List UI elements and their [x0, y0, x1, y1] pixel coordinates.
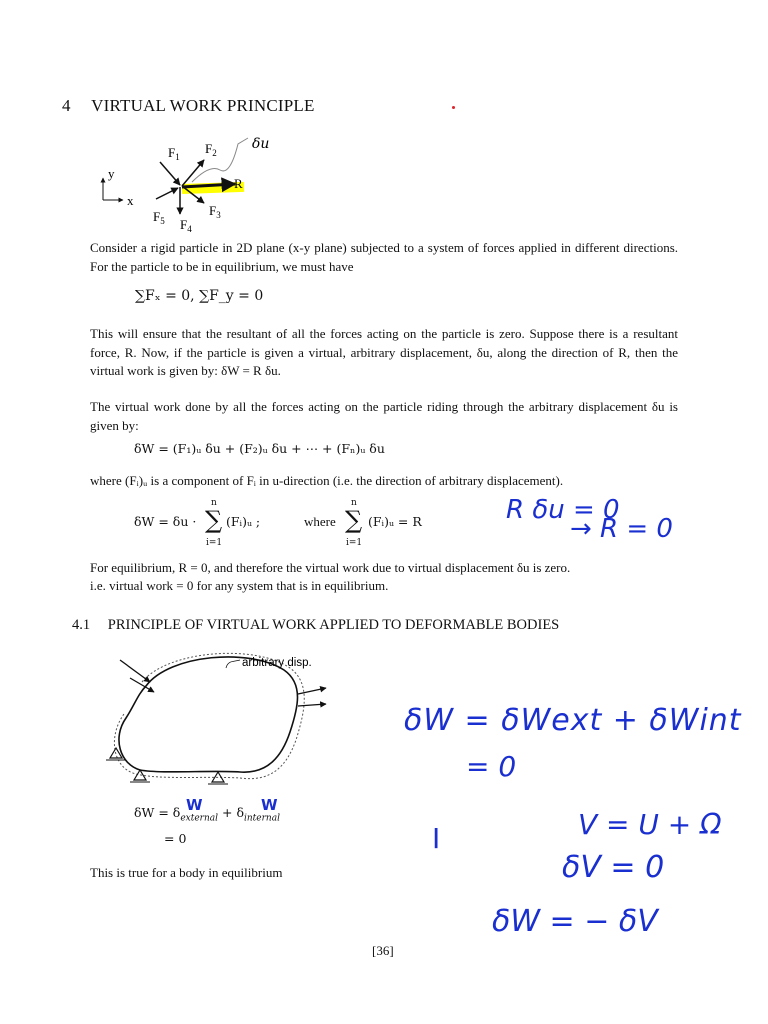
eq-def-lhs: δW = δ	[134, 805, 181, 820]
handwritten-r-du: R δu = 0	[506, 495, 620, 525]
force-diagram	[92, 132, 282, 240]
handwritten-i: I	[432, 822, 441, 855]
page-number: [36]	[372, 943, 394, 958]
handwritten-r-zero: → R = 0	[570, 514, 673, 544]
arbitrary-disp-label: arbitrary disp.	[242, 657, 312, 669]
handwritten-w-2: W	[261, 796, 278, 814]
handwritten-equals-zero: = 0	[466, 750, 517, 783]
sum-term: (Fᵢ)ᵤ ;	[226, 514, 261, 529]
sum2-upper-limit: n	[351, 498, 357, 508]
subsection-heading	[72, 617, 559, 634]
resultant-label: R	[234, 176, 243, 191]
f4-label: $F_4$	[180, 217, 192, 234]
f5-label: $F_5$	[153, 209, 165, 226]
component-definition: where (Fᵢ)ᵤ is a component of Fᵢ in u-direction (i.e. the direction of arbitrary displacement).	[90, 473, 564, 488]
paragraph-resultant: This will ensure that the resultant of all the forces acting on the particle is zero. Suppose there is a resultant force, R. Now, if the particle is given a virtual, arbitrary displacement, δu, along the direction of R, then the virtual work is given by: δW = R δu.	[90, 326, 678, 378]
eq-def-plus: + δ	[222, 805, 244, 820]
where-word: where	[304, 514, 336, 529]
f3-label: $F_3$	[209, 203, 221, 220]
summation-equation	[134, 498, 454, 550]
sigma-symbol: ∑	[205, 506, 223, 534]
section-heading	[62, 96, 315, 116]
handwritten-dw-split: δW = δWext + δWint	[404, 703, 742, 738]
paragraph-virtual-work: The virtual work done by all the forces acting on the particle riding through the arbitrary displacement δu is given by:	[90, 399, 678, 433]
red-dot-mark	[452, 106, 455, 109]
load-arrow-4	[298, 704, 326, 706]
deformable-body-figure	[90, 648, 336, 796]
deformed-outline	[114, 653, 304, 778]
sum-upper-limit: n	[211, 498, 217, 508]
load-arrow-1	[120, 660, 150, 682]
eq-external-sub: external	[180, 813, 219, 824]
sum-rhs: (Fᵢ)ᵤ = R	[368, 514, 422, 529]
subsection-number: 4.1	[72, 617, 91, 633]
work-sum-equation: δW = (F₁)ᵤ δu + (F₂)ᵤ δu + ⋯ + (Fₙ)ᵤ δu	[134, 441, 385, 456]
handwritten-dw-minus-dv: δW = − δV	[492, 904, 658, 939]
equilibrium-note: i.e. virtual work = 0 for any system that is in equilibrium.	[90, 578, 389, 593]
section-number: 4	[62, 96, 71, 115]
subsection-title: PRINCIPLE OF VIRTUAL WORK APPLIED TO DEFORMABLE BODIES	[107, 617, 560, 633]
closing-sentence: This is true for a body in equilibrium	[90, 865, 283, 880]
paragraph-intro: Consider a rigid particle in 2D plane (x-y plane) subjected to a system of forces applied in different directions. For the particle to be in equilibrium, we must have	[90, 240, 678, 274]
handwritten-w-1: W	[186, 796, 203, 814]
f5-arrow	[156, 188, 178, 199]
deformable-zero: = 0	[164, 831, 187, 846]
sum2-lower-limit: i=1	[346, 538, 363, 548]
equilibrium-equation: ∑Fₓ = 0, ∑F_y = 0	[135, 288, 264, 304]
equilibrium-conclusion: For equilibrium, R = 0, and therefore the virtual work due to virtual displacement δu is zero.	[90, 560, 571, 575]
f2-label: $F_2$	[205, 141, 217, 158]
delta-u-label: δu	[252, 136, 270, 152]
f1-arrow	[160, 162, 180, 185]
axis-y-label: y	[108, 166, 115, 181]
handwritten-v-equation: V = U + Ω	[578, 808, 722, 841]
sigma-symbol-2: ∑	[345, 506, 363, 534]
body-outline	[119, 657, 298, 772]
f2-arrow	[182, 160, 204, 186]
f1-label: $F_1$	[168, 145, 180, 162]
handwritten-dv-zero: δV = 0	[562, 850, 665, 885]
deformable-work-equation	[134, 805, 280, 824]
sum-lhs: δW = δu ·	[134, 514, 197, 529]
eq-internal-sub: internal	[243, 813, 280, 824]
sum-lower-limit: i=1	[206, 538, 223, 548]
load-arrow-3	[298, 688, 326, 694]
axis-x-label: x	[127, 193, 134, 208]
section-title: VIRTUAL WORK PRINCIPLE	[91, 96, 315, 115]
